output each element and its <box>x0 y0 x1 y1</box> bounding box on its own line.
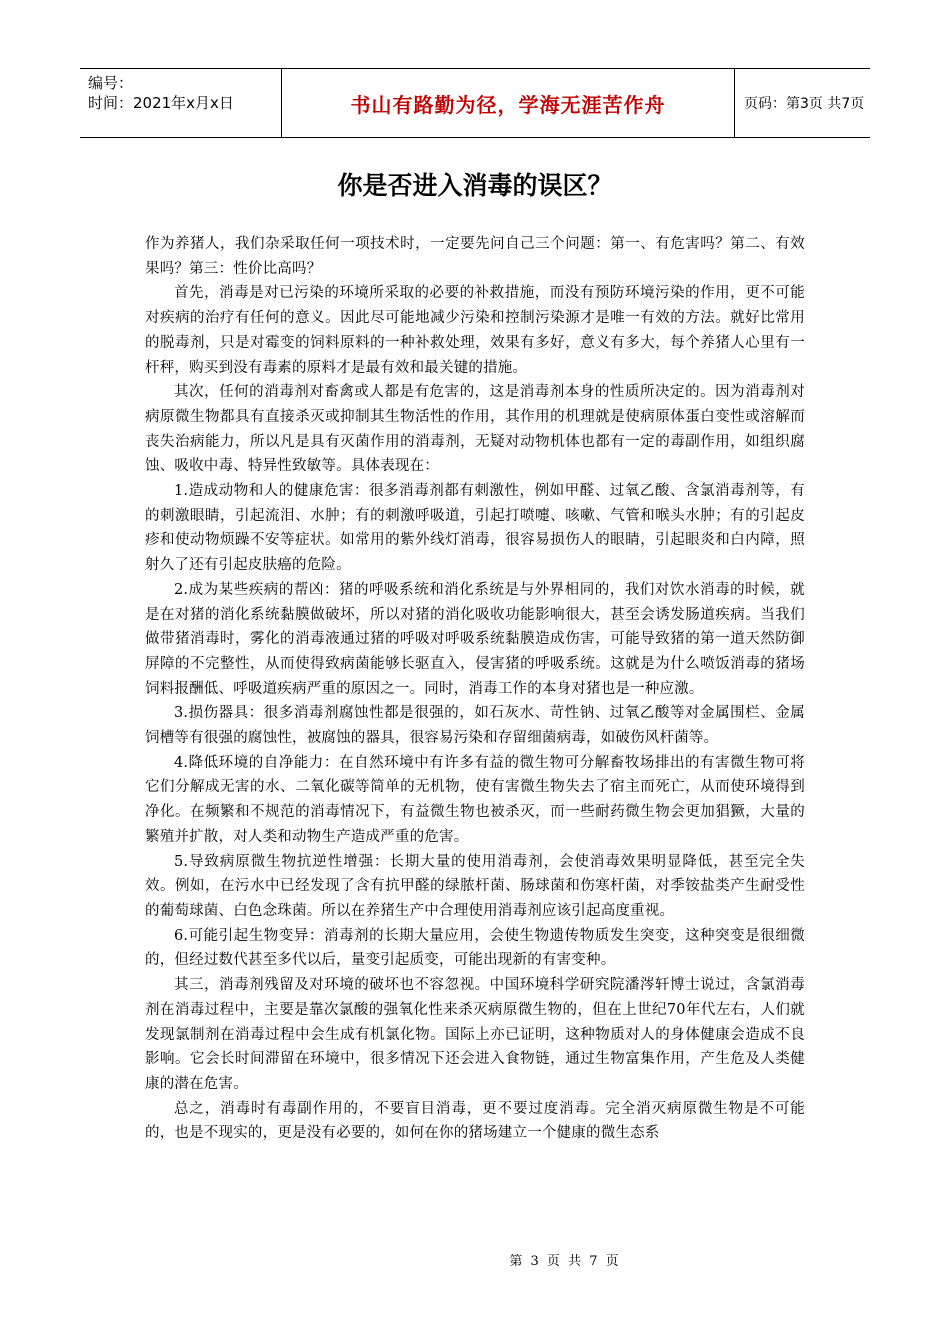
paragraph: 作为养猪人，我们杂采取任何一项技术时，一定要先问自己三个问题：第一、有危害吗？第二、有效果吗？第三：性价比高吗？ <box>145 236 805 277</box>
paragraph: 5.导致病原微生物抗逆性增强：长期大量的使用消毒剂，会使消毒效果明显降低，甚至完全失效。例如，在污水中已经发现了含有抗甲醛的绿脓杆菌、肠球菌和伤寒杆菌，对季铵盐类产生耐受性的葡萄球菌、白色念珠菌。所以在养猪生产中合理使用消毒剂应该引起高度重视。 <box>145 853 805 919</box>
header-page-info: 页码：第3页 共7页 <box>744 96 865 112</box>
paragraph: 2.成为某些疾病的帮凶：猪的呼吸系统和消化系统是与外界相同的，我们对饮水消毒的时候，就是在对猪的消化系统黏膜做破坏，所以对猪的消化吸收功能影响很大，甚至会诱发肠道疾病。当我们做带猪消毒时，雾化的消毒液通过猪的呼吸对呼吸系统黏膜造成伤害，可能导致猪的第一道天然防御屏障的不完整性，从而使得致病菌能够长驱直入，侵害猪的呼吸系统。这就是为什么喷饭消毒的猪场饲料报酬低、呼吸道疾病严重的原因之一。同时，消毒工作的本身对猪也是一种应激。 <box>145 581 805 697</box>
time-label: 时间：2021年x月x日 <box>88 94 234 112</box>
paragraph: 6.可能引起生物变异：消毒剂的长期大量应用，会使生物遗传物质发生突变，这种突变是很细微的，但经过数代甚至多代以后，量变引起质变，可能出现新的有害变种。 <box>145 927 805 969</box>
document-body <box>145 232 805 1146</box>
page-footer: 第 3 页 共 7 页 <box>509 1254 621 1269</box>
header-motto: 书山有路勤为径，学海无涯苦作舟 <box>350 92 666 117</box>
header-motto-cell <box>281 69 735 137</box>
paragraph: 其三，消毒剂残留及对环境的破坏也不容忽视。中国环境科学研究院潘涔轩博士说过，含氯消毒剂在消毒过程中，主要是靠次氯酸的强氧化性来杀灭病原微生物的，但在上世纪70年代左右，人们就发现氯制剂在消毒过程中会生成有机氯化物。国际上亦已证明，这种物质对人的身体健康会造成不良影响。它会长时间滞留在环境中，很多情况下还会进入食物链，通过生物富集作用，产生危及人类健康的潜在危害。 <box>145 977 805 1092</box>
paragraph: 1.造成动物和人的健康危害：很多消毒剂都有刺激性，例如甲醛、过氧乙酸、含氯消毒剂等，有的刺激眼睛，引起流泪、水肿；有的刺激呼吸道，引起打喷嚏、咳嗽、气管和喉头水肿；有的引起皮疹和使动物烦躁不安等症状。如常用的紫外线灯消毒，很容易损伤人的眼睛，引起眼炎和白内障，照射久了还有引起皮肤癌的危险。 <box>145 483 805 574</box>
paragraph: 4.降低环境的自净能力：在自然环境中有许多有益的微生物可分解畜牧场排出的有害微生物可将它们分解成无害的水、二氧化碳等简单的无机物，使有害微生物失去了宿主而死亡，从而使环境得到净化。在频繁和不规范的消毒情况下，有益微生物也被杀灭，而一些耐药微生物会更加猖獗，大量的繁殖并扩散，对人类和动物生产造成严重的危害。 <box>145 754 805 845</box>
number-label: 编号： <box>88 74 134 92</box>
document-header <box>80 68 870 138</box>
header-page-cell <box>734 69 870 137</box>
paragraph: 3.损伤器具：很多消毒剂腐蚀性都是很强的，如石灰水、苛性钠、过氧乙酸等对金属围栏、金属饲槽等有很强的腐蚀性，被腐蚀的器具，很容易污染和存留细菌病毒，如破伤风杆菌等。 <box>145 705 805 747</box>
document-title: 你是否进入消毒的误区？ <box>337 171 613 200</box>
paragraph: 总之，消毒时有毒副作用的，不要盲目消毒，更不要过度消毒。完全消灭病原微生物是不可能的，也是不现实的，更是没有必要的，如何在你的猪场建立一个健康的微生态系 <box>145 1100 805 1142</box>
header-meta <box>80 69 280 137</box>
paragraph: 首先，消毒是对已污染的环境所采取的必要的补救措施，而没有预防环境污染的作用，更不可能对疾病的治疗有任何的意义。因此尽可能地减少污染和控制污染源才是唯一有效的方法。就好比常用的脱毒剂，只是对霉变的饲料原料的一种补救处理，效果有多好，意义有多大，每个养猪人心里有一杆秤，购买到没有毒素的原料才是最有效和最关键的措施。 <box>145 285 805 376</box>
paragraph: 其次，任何的消毒剂对畜禽或人都是有危害的，这是消毒剂本身的性质所决定的。因为消毒剂对病原微生物都具有直接杀灭或抑制其生物活性的作用，其作用的机理就是使病原体蛋白变性或溶解而丧失治病能力，所以凡是具有灭菌作用的消毒剂，无疑对动物机体也都有一定的毒副作用，如组织腐蚀、吸收中毒、特异性致敏等。具体表现在： <box>145 384 805 475</box>
